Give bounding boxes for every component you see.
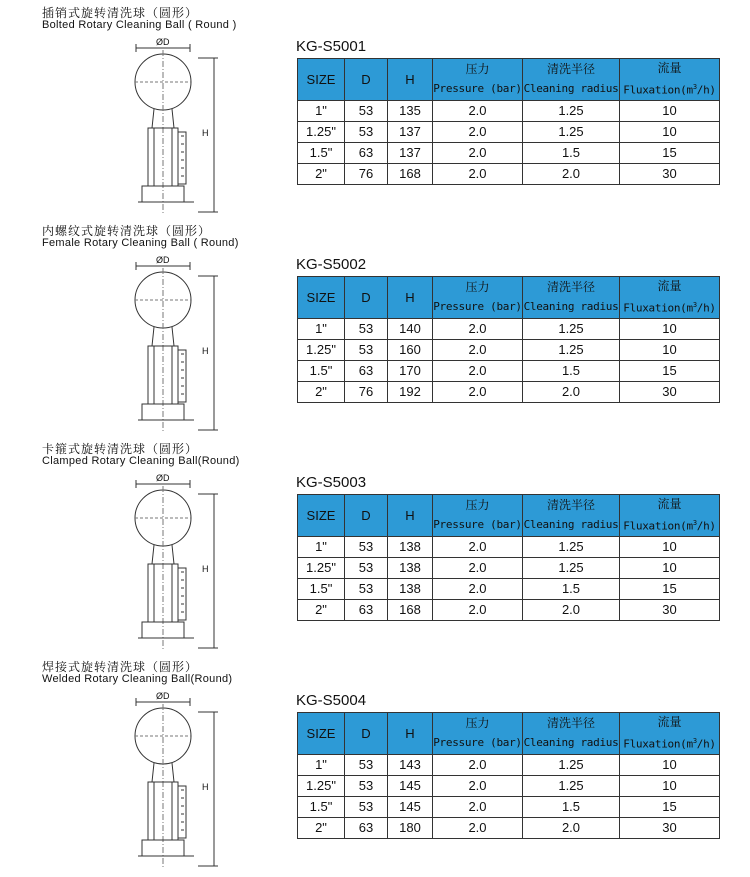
product-title-en: Female Rotary Cleaning Ball ( Round) xyxy=(42,237,239,249)
cell-pressure: 2.0 xyxy=(433,318,523,339)
cell-d: 53 xyxy=(345,557,388,578)
cell-pressure: 2.0 xyxy=(433,599,523,620)
header-fluxation: 流量 $Fluxation(m^3/h)$ xyxy=(620,277,720,319)
table-header-row xyxy=(298,713,720,755)
cell-size: 1.25" xyxy=(298,339,345,360)
model-number: KG-S5004 xyxy=(296,692,367,709)
cell-pressure: 2.0 xyxy=(433,557,523,578)
cell-pressure: 2.0 xyxy=(433,578,523,599)
cell-size: 1" xyxy=(298,318,345,339)
cell-fluxation: 10 xyxy=(620,557,720,578)
table-header-row xyxy=(298,59,720,101)
cell-cleaning-radius: 1.5 xyxy=(523,578,620,599)
header-h: H xyxy=(388,277,433,319)
cell-pressure: 2.0 xyxy=(433,163,523,184)
cell-fluxation: 15 xyxy=(620,142,720,163)
header-h: H xyxy=(388,495,433,537)
header-d: D xyxy=(345,59,388,101)
cell-pressure: 2.0 xyxy=(433,754,523,775)
table-row xyxy=(298,817,720,838)
table-row xyxy=(298,599,720,620)
cell-size: 1.25" xyxy=(298,775,345,796)
header-cleaning-radius: 清洗半径 Cleaning radius xyxy=(523,713,620,755)
header-h: H xyxy=(388,59,433,101)
cell-h: 140 xyxy=(388,318,433,339)
spec-table xyxy=(297,58,720,185)
height-label: H xyxy=(202,782,209,792)
table-row xyxy=(298,121,720,142)
table-header-row xyxy=(298,495,720,537)
cell-h: 168 xyxy=(388,599,433,620)
cell-size: 1" xyxy=(298,754,345,775)
diameter-label: ØD xyxy=(156,691,170,701)
height-label: H xyxy=(202,128,209,138)
cell-d: 53 xyxy=(345,100,388,121)
cleaning-ball-drawing xyxy=(118,36,228,218)
header-d: D xyxy=(345,713,388,755)
cell-pressure: 2.0 xyxy=(433,536,523,557)
table-row xyxy=(298,339,720,360)
cell-size: 1" xyxy=(298,100,345,121)
model-number: KG-S5003 xyxy=(296,474,367,491)
cleaning-ball-drawing xyxy=(118,690,228,872)
header-pressure: 压力 Pressure (bar) xyxy=(433,495,523,537)
cell-d: 53 xyxy=(345,121,388,142)
cell-cleaning-radius: 1.5 xyxy=(523,142,620,163)
cell-h: 135 xyxy=(388,100,433,121)
cell-fluxation: 10 xyxy=(620,339,720,360)
spec-table xyxy=(297,276,720,403)
cell-cleaning-radius: 1.25 xyxy=(523,775,620,796)
cell-d: 76 xyxy=(345,381,388,402)
cell-size: 2" xyxy=(298,817,345,838)
cell-size: 1.25" xyxy=(298,121,345,142)
cell-fluxation: 30 xyxy=(620,599,720,620)
cell-d: 53 xyxy=(345,339,388,360)
cell-h: 145 xyxy=(388,796,433,817)
header-pressure: 压力 Pressure (bar) xyxy=(433,59,523,101)
cell-cleaning-radius: 1.25 xyxy=(523,536,620,557)
table-row xyxy=(298,360,720,381)
model-number: KG-S5002 xyxy=(296,256,367,273)
cell-size: 1.5" xyxy=(298,142,345,163)
product-title-cn: 内螺纹式旋转清洗球（圆形） xyxy=(42,224,212,238)
header-d: D xyxy=(345,495,388,537)
cell-size: 1.25" xyxy=(298,557,345,578)
header-cleaning-radius: 清洗半径 Cleaning radius xyxy=(523,59,620,101)
table-row xyxy=(298,754,720,775)
spec-table xyxy=(297,712,720,839)
cell-d: 76 xyxy=(345,163,388,184)
header-d: D xyxy=(345,277,388,319)
table-row xyxy=(298,578,720,599)
cleaning-ball-drawing xyxy=(118,472,228,654)
product-title-en: Clamped Rotary Cleaning Ball(Round) xyxy=(42,455,240,467)
cell-d: 63 xyxy=(345,599,388,620)
cell-size: 1" xyxy=(298,536,345,557)
diameter-label: ØD xyxy=(156,473,170,483)
cell-fluxation: 15 xyxy=(620,796,720,817)
product-title-en: Bolted Rotary Cleaning Ball ( Round ) xyxy=(42,19,237,31)
cell-size: 1.5" xyxy=(298,360,345,381)
cell-cleaning-radius: 1.25 xyxy=(523,557,620,578)
cell-cleaning-radius: 1.25 xyxy=(523,121,620,142)
cell-h: 138 xyxy=(388,557,433,578)
cell-d: 53 xyxy=(345,318,388,339)
header-size: SIZE xyxy=(298,277,345,319)
cell-fluxation: 10 xyxy=(620,100,720,121)
product-title-cn: 插销式旋转清洗球（圆形） xyxy=(42,6,199,20)
header-cleaning-radius: 清洗半径 Cleaning radius xyxy=(523,277,620,319)
cell-h: 160 xyxy=(388,339,433,360)
cell-pressure: 2.0 xyxy=(433,775,523,796)
table-row xyxy=(298,796,720,817)
product-section xyxy=(0,654,750,872)
cell-cleaning-radius: 2.0 xyxy=(523,163,620,184)
product-section xyxy=(0,218,750,436)
table-row xyxy=(298,100,720,121)
product-title-cn: 焊接式旋转清洗球（圆形） xyxy=(42,660,199,674)
cell-cleaning-radius: 1.5 xyxy=(523,796,620,817)
diameter-label: ØD xyxy=(156,255,170,265)
cell-cleaning-radius: 1.25 xyxy=(523,339,620,360)
cell-fluxation: 30 xyxy=(620,163,720,184)
cell-size: 1.5" xyxy=(298,796,345,817)
product-title-en: Welded Rotary Cleaning Ball(Round) xyxy=(42,673,233,685)
cell-pressure: 2.0 xyxy=(433,100,523,121)
spec-table xyxy=(297,494,720,621)
diameter-label: ØD xyxy=(156,37,170,47)
header-h: H xyxy=(388,713,433,755)
cell-h: 192 xyxy=(388,381,433,402)
cell-d: 53 xyxy=(345,754,388,775)
cell-h: 145 xyxy=(388,775,433,796)
cell-pressure: 2.0 xyxy=(433,339,523,360)
cell-h: 138 xyxy=(388,536,433,557)
product-title-cn: 卡箍式旋转清洗球（圆形） xyxy=(42,442,199,456)
cell-pressure: 2.0 xyxy=(433,381,523,402)
cell-cleaning-radius: 2.0 xyxy=(523,381,620,402)
height-label: H xyxy=(202,564,209,574)
cell-d: 63 xyxy=(345,142,388,163)
cell-fluxation: 30 xyxy=(620,381,720,402)
cell-h: 137 xyxy=(388,142,433,163)
cell-cleaning-radius: 2.0 xyxy=(523,599,620,620)
table-row xyxy=(298,536,720,557)
header-pressure: 压力 Pressure (bar) xyxy=(433,713,523,755)
cell-size: 2" xyxy=(298,163,345,184)
cell-d: 63 xyxy=(345,817,388,838)
product-section xyxy=(0,0,750,218)
table-row xyxy=(298,381,720,402)
cell-fluxation: 10 xyxy=(620,121,720,142)
header-size: SIZE xyxy=(298,713,345,755)
cell-fluxation: 15 xyxy=(620,578,720,599)
header-size: SIZE xyxy=(298,495,345,537)
cell-fluxation: 15 xyxy=(620,360,720,381)
cell-pressure: 2.0 xyxy=(433,142,523,163)
cell-h: 180 xyxy=(388,817,433,838)
table-row xyxy=(298,142,720,163)
cell-d: 53 xyxy=(345,775,388,796)
cell-d: 53 xyxy=(345,578,388,599)
header-fluxation: 流量 $Fluxation(m^3/h)$ xyxy=(620,495,720,537)
table-row xyxy=(298,318,720,339)
cell-fluxation: 30 xyxy=(620,817,720,838)
cell-fluxation: 10 xyxy=(620,754,720,775)
cell-d: 63 xyxy=(345,360,388,381)
table-row xyxy=(298,775,720,796)
cell-cleaning-radius: 1.25 xyxy=(523,754,620,775)
cell-d: 53 xyxy=(345,796,388,817)
header-cleaning-radius: 清洗半径 Cleaning radius xyxy=(523,495,620,537)
cell-h: 143 xyxy=(388,754,433,775)
cell-size: 1.5" xyxy=(298,578,345,599)
cell-d: 53 xyxy=(345,536,388,557)
cell-fluxation: 10 xyxy=(620,536,720,557)
cell-cleaning-radius: 1.5 xyxy=(523,360,620,381)
cell-h: 170 xyxy=(388,360,433,381)
cell-cleaning-radius: 1.25 xyxy=(523,318,620,339)
cell-pressure: 2.0 xyxy=(433,121,523,142)
cell-pressure: 2.0 xyxy=(433,360,523,381)
model-number: KG-S5001 xyxy=(296,38,367,55)
cell-fluxation: 10 xyxy=(620,318,720,339)
cleaning-ball-drawing xyxy=(118,254,228,436)
cell-h: 138 xyxy=(388,578,433,599)
table-row xyxy=(298,163,720,184)
cell-pressure: 2.0 xyxy=(433,796,523,817)
product-section xyxy=(0,436,750,654)
cell-h: 137 xyxy=(388,121,433,142)
cell-size: 2" xyxy=(298,599,345,620)
height-label: H xyxy=(202,346,209,356)
header-pressure: 压力 Pressure (bar) xyxy=(433,277,523,319)
cell-h: 168 xyxy=(388,163,433,184)
header-size: SIZE xyxy=(298,59,345,101)
header-fluxation: 流量 $Fluxation(m^3/h)$ xyxy=(620,713,720,755)
table-header-row xyxy=(298,277,720,319)
cell-cleaning-radius: 2.0 xyxy=(523,817,620,838)
cell-fluxation: 10 xyxy=(620,775,720,796)
cell-size: 2" xyxy=(298,381,345,402)
header-fluxation: 流量 $Fluxation(m^3/h)$ xyxy=(620,59,720,101)
table-row xyxy=(298,557,720,578)
cell-pressure: 2.0 xyxy=(433,817,523,838)
cell-cleaning-radius: 1.25 xyxy=(523,100,620,121)
